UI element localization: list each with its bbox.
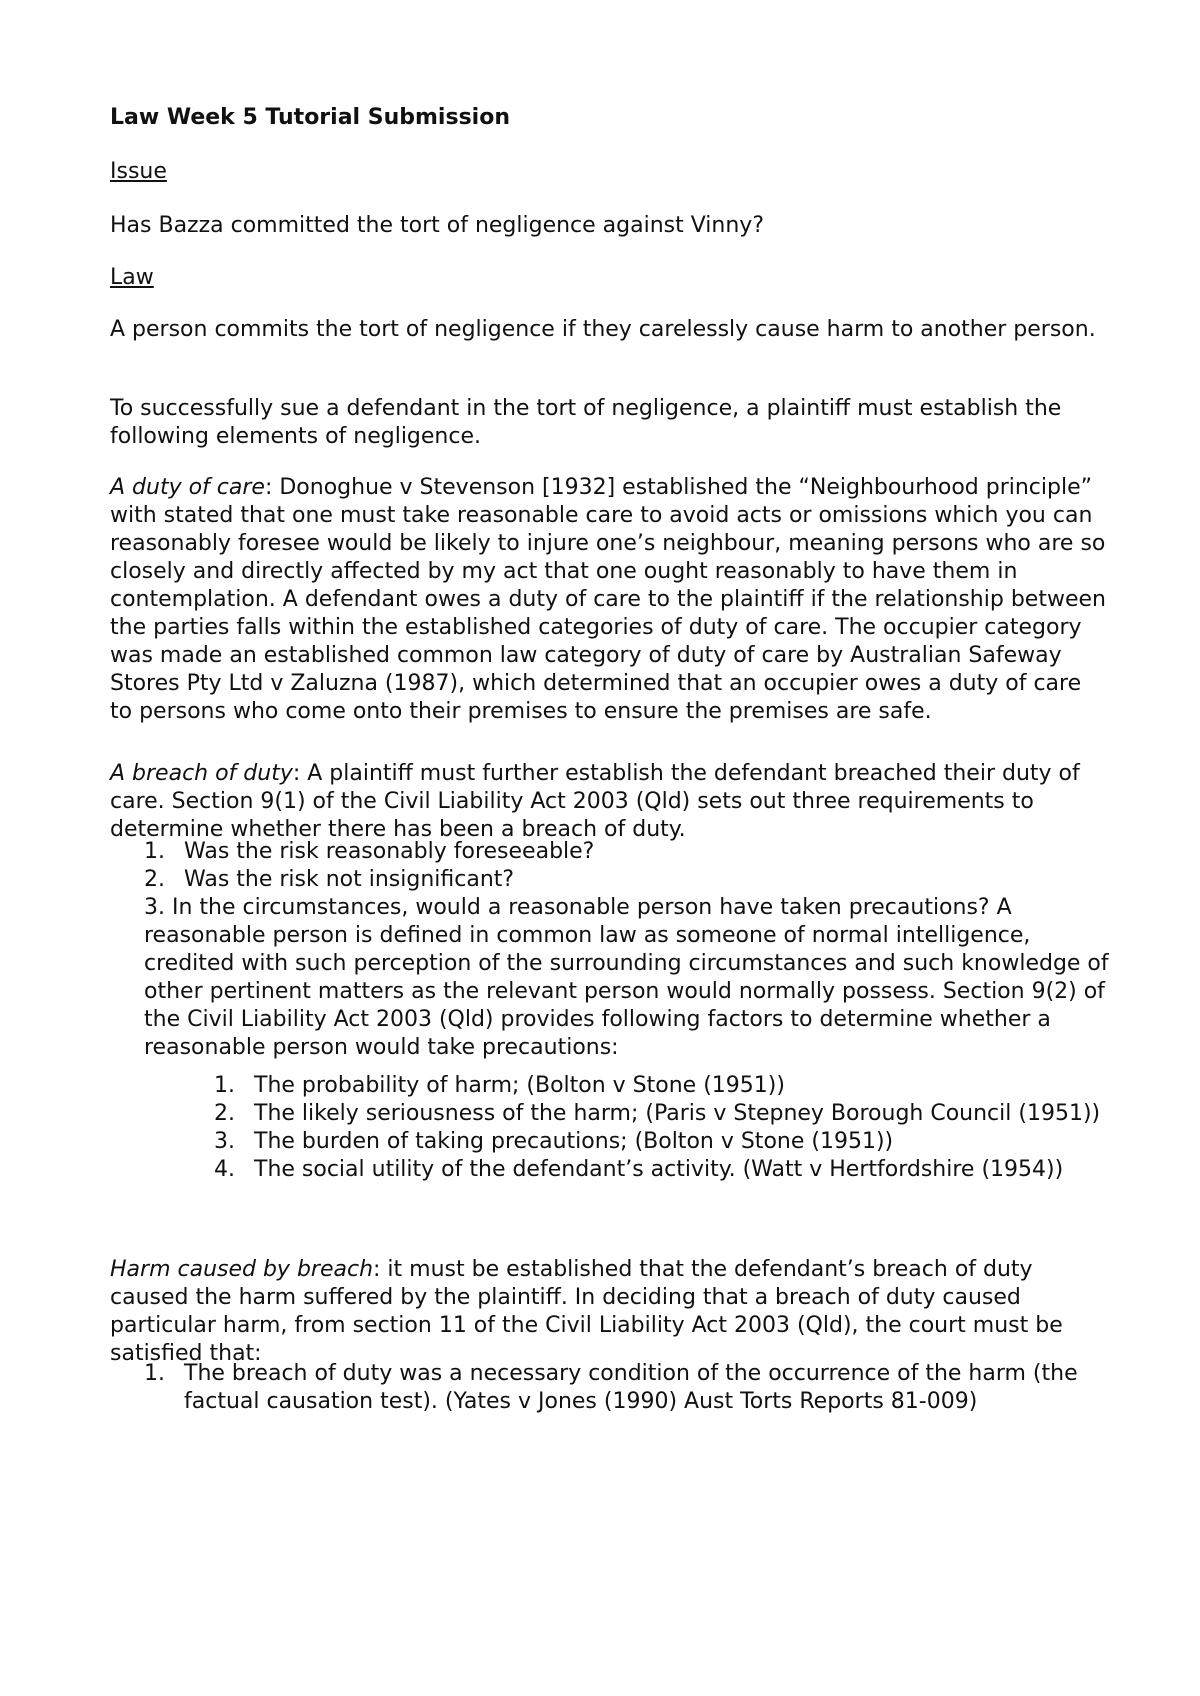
harm-caused-paragraph (110, 1256, 1110, 1368)
list-number: 2. (214, 1101, 235, 1126)
list-number: 1. (214, 1073, 235, 1098)
list-item (110, 838, 1110, 866)
breach-requirements-list (110, 838, 1110, 1062)
law-heading: Law (110, 265, 154, 290)
duty-of-care-text: : Donoghue v Stevenson [1932] established the “Neighbourhood principle” with stated that one must take reasonable care to avoid acts or omissions which you can reasonably foresee would be likely to injure one’s neighbour, meaning persons who are so closely and directly affected by my act that one ought reasonably to have them in contemplation. A defendant owes a duty of care to the plaintiff if the relationship between the parties falls within the established categories of duty of care. The occupier category was made an established common law category of duty of care by Australian Safeway Stores Pty Ltd v Zaluzna (1987), which determined that an occupier owes a duty of care to persons who come onto their premises to ensure the premises are safe. (110, 475, 1106, 724)
list-item (110, 1128, 1110, 1156)
list-item (110, 866, 1110, 894)
list-item-text: The social utility of the defendant’s activity. (Watt v Hertfordshire (1954)) (254, 1157, 1064, 1182)
list-item (110, 1360, 1110, 1416)
breach-of-duty-text: : A plaintiff must further establish the defendant breached their duty of care. Section 9(1) of the Civil Liability Act 2003 (Qld) sets out three requirements to determine whether there has been a breach of duty. (110, 761, 1080, 842)
list-item-text: The probability of harm; (Bolton v Stone (1951)) (254, 1073, 785, 1098)
breach-of-duty-paragraph (110, 760, 1110, 844)
list-item (110, 1100, 1110, 1128)
precaution-factors-list (110, 1072, 1110, 1184)
duty-of-care-label: A duty of care (110, 475, 265, 500)
issue-heading: Issue (110, 159, 167, 184)
list-number: 2. (144, 867, 165, 892)
list-number: 4. (214, 1157, 235, 1182)
list-number: 1. (144, 1361, 165, 1386)
document-title: Law Week 5 Tutorial Submission (110, 105, 510, 130)
list-item-text: The burden of taking precautions; (Bolton v Stone (1951)) (254, 1129, 894, 1154)
harm-caused-text: : it must be established that the defendant’s breach of duty caused the harm suffered by the plaintiff. In deciding that a breach of duty caused particular harm, from section 11 of the Civil Liability Act 2003 (Qld), the court must be satisfied that: (110, 1257, 1063, 1366)
duty-of-care-paragraph (110, 474, 1110, 726)
law-paragraph-2: To successfully sue a defendant in the tort of negligence, a plaintiff must establish the following elements of negligence. (110, 396, 1062, 449)
harm-caused-label: Harm caused by breach (110, 1257, 374, 1282)
list-item (110, 1156, 1110, 1184)
list-item (110, 894, 1110, 1062)
list-item-text: Was the risk reasonably foreseeable? (184, 839, 595, 864)
list-item (110, 1072, 1110, 1100)
list-item-text: In the circumstances, would a reasonable person have taken precautions? A reasonable person is defined in common law as someone of normal intelligence, credited with such perception of the surrounding circumstances and such knowledge of other pertinent matters as the relevant person would normally possess. Section 9(2) of the Civil Liability Act 2003 (Qld) provides following factors to determine whether a reasonable person would take precautions: (144, 895, 1109, 1060)
list-item-text: The likely seriousness of the harm; (Paris v Stepney Borough Council (1951)) (254, 1101, 1101, 1126)
law-paragraph-1: A person commits the tort of negligence if they carelessly cause harm to another person. (110, 317, 1096, 342)
list-item-text: The breach of duty was a necessary condition of the occurrence of the harm (the factual causation test). (Yates v Jones (1990) Aust Torts Reports 81-009) (184, 1361, 1078, 1414)
causation-list (110, 1360, 1110, 1416)
list-number: 3. (144, 895, 165, 920)
list-number: 3. (214, 1129, 235, 1154)
breach-of-duty-label: A breach of duty (110, 761, 293, 786)
list-number: 1. (144, 839, 165, 864)
issue-text: Has Bazza committed the tort of negligence against Vinny? (110, 213, 765, 238)
list-item-text: Was the risk not insignificant? (184, 867, 515, 892)
